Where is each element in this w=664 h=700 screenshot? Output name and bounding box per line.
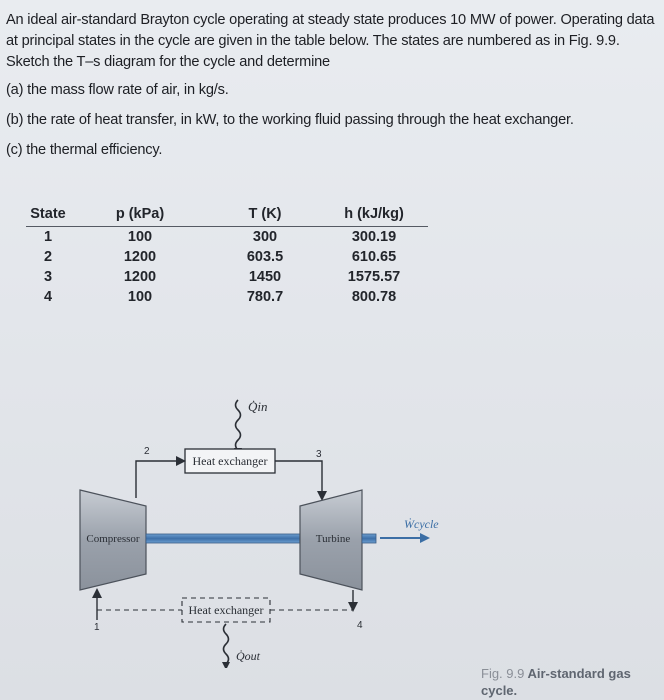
q-in-label: Q̇in <box>248 399 268 414</box>
state-data-table <box>26 204 428 307</box>
state-4-label: 4 <box>357 620 363 631</box>
cell-temperature: 300 <box>252 229 278 245</box>
cell-state: 3 <box>43 269 53 285</box>
cell-temperature: 1450 <box>248 269 282 285</box>
cell-state: 4 <box>43 289 53 305</box>
cell-enthalpy: 300.19 <box>351 229 397 245</box>
table-row <box>26 287 428 307</box>
header-pressure: p (kPa) <box>70 204 210 227</box>
cell-temperature: 780.7 <box>246 289 284 305</box>
state-2-label: 2 <box>144 446 150 457</box>
inlet-arrowhead <box>92 588 102 598</box>
problem-statement <box>6 10 658 161</box>
cell-enthalpy: 610.65 <box>351 249 397 265</box>
table-header-row <box>26 204 428 227</box>
w-cycle-arrowhead <box>420 533 430 543</box>
cell-state: 1 <box>43 229 53 245</box>
heat-exchanger-bottom-label: Heat exchanger <box>188 603 264 617</box>
state-3-label: 3 <box>316 449 322 460</box>
figure-number: Fig. 9.9 <box>481 666 525 681</box>
shaft <box>146 534 300 543</box>
header-temperature: T (K) <box>210 204 320 227</box>
cell-pressure: 100 <box>127 289 153 305</box>
header-enthalpy: h (kJ/kg) <box>320 204 428 227</box>
q-out-label: Q̇out <box>236 649 260 663</box>
header-state: State <box>26 204 70 227</box>
table-row <box>26 247 428 267</box>
table-row <box>26 227 428 248</box>
q-out-wavy-arrow <box>224 624 229 664</box>
figure-caption <box>481 665 661 699</box>
flow-line-3 <box>275 461 322 493</box>
turbine-label: Turbine <box>315 533 351 545</box>
cell-pressure: 1200 <box>123 269 157 285</box>
brayton-cycle-schematic <box>70 378 470 668</box>
cell-temperature: 603.5 <box>246 249 284 265</box>
flow-line-2 <box>136 461 178 498</box>
heat-exchanger-top-label: Heat exchanger <box>192 454 268 468</box>
table-row <box>26 267 428 287</box>
output-shaft <box>362 534 376 543</box>
problem-intro: An ideal air-standard Brayton cycle operating at steady state produces 10 MW of power. Operating data at principal states in the cycle are given in the table below. The states are numbered as in Fig. 9.9. Sketch the T–s diagram for the cycle and determine <box>6 12 655 70</box>
part-a: (a) the mass flow rate of air, in kg/s. <box>6 82 229 98</box>
cell-pressure: 1200 <box>123 249 157 265</box>
cell-enthalpy: 800.78 <box>351 289 397 305</box>
figure-caption-text: Air-standard gas cycle. <box>481 666 631 698</box>
w-cycle-label: Ẇcycle <box>404 517 439 531</box>
q-out-arrowhead <box>222 662 230 668</box>
state-1-label: 1 <box>94 622 100 633</box>
cell-state: 2 <box>43 249 53 265</box>
part-c: (c) the thermal efficiency. <box>6 142 163 158</box>
cell-pressure: 100 <box>127 229 153 245</box>
q-in-wavy-arrow <box>236 400 241 450</box>
compressor-label: Compressor <box>86 533 140 545</box>
part-b: (b) the rate of heat transfer, in kW, to the working fluid passing through the heat exchanger. <box>6 112 574 128</box>
cell-enthalpy: 1575.57 <box>347 269 401 285</box>
